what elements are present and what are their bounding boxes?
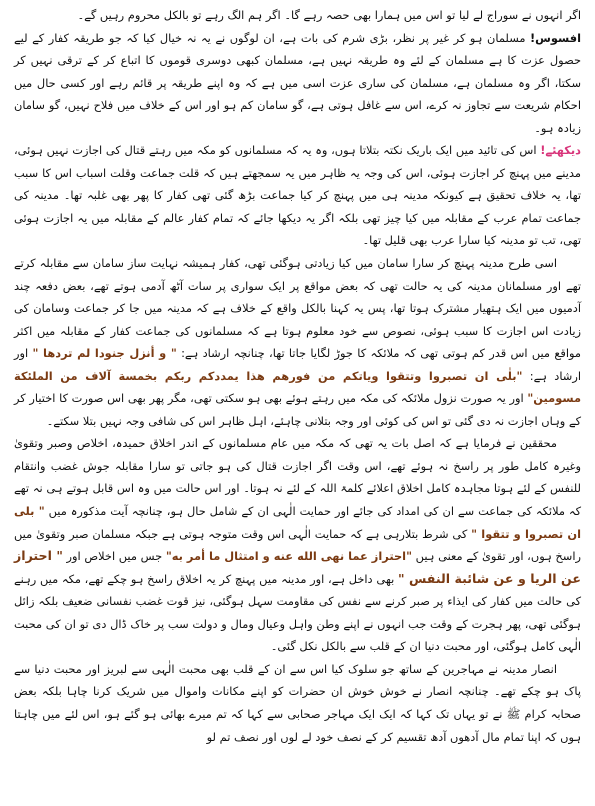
lead-word: افسوس! — [529, 30, 581, 45]
text-run: جس میں اخلاص اور — [62, 549, 166, 564]
quranic-quote: "احتراز عما نهی الله عنه و امتثال ما أمر به" — [165, 549, 413, 564]
paragraph-p6 — [14, 658, 581, 748]
text-run: محققین نے فرمایا ہے کہ اصل بات یہ تھی کہ مکہ میں عام مسلمانوں کے اندر اخلاق حمیدہ، اخلاص وصبر وتقویٰ وغیرہ کامل طور پر راسخ نہ ہوئے تھے، اس وقت اگر اجازت قتال کی ہو جاتی تو سارا مقابلہ جوش غضب وانتقام للنفس کے لئے ہوتا مجاہدہ کامل اخلاق اعلائے کلمۃ اللہ کے لئے نہ ہوتا۔ اور اس حالت میں وہ اس قابل ہوتے ہی نہ تھے کہ ملائکہ کی جماعت سے ان کی امداد کی جائے اور حمایت الٰہی ان کے شامل حال ہو، چنانچہ آیت مذکورہ میں — [14, 436, 581, 519]
quranic-quote: " بلی ان تصبروا و تتقوا " — [14, 504, 581, 541]
text-run: مسلمان ہو کر غیر پر نظر، بڑی شرم کی بات ہے، ان لوگوں نے یہ نہ خیال کیا کہ جو طریقہ کفار کے لیے حصول عزت کا ہے مسلمان کے لئے وہ طریقہ نہیں ہے، مسلمان کبھی دوسری قوموں کا اتباع کر کے ترقی نہیں کر سکتا، اگر وہ مسلمان ہے، مسلمان کی ساری عزت اسی میں ہے کہ وہ اپنے طریقہ پر قائم رہے اور کسی حال میں احکام شریعت سے تجاوز نہ کرے، اس سے غافل ہوتی ہے، گو سامان کم ہو اور اس کے خلاف میں فلاح نہیں، گو سامان زیادہ ہو۔ — [14, 30, 581, 135]
text-run: اس کی تائید میں ایک باریک نکتہ بتلاتا ہوں، وہ یہ کہ مسلمانوں کو مکہ میں رہتے قتال کی اجازت نہیں ہوئی، مدینے میں پہنچ کر اجازت ہوئی، اس کی وجہ یہ ظاہر میں یہ سمجھتے ہیں کہ قلت جماعت وقلت اسباب اس کا سبب تھا، یہ خلاف تحقیق ہے کیونکہ مدینہ ہی میں پہنچ کر کیا جماعت بڑھ گئی تھی کفار کا پھر بھی غلبہ تھا۔ مدینہ کی جماعت تمام عرب کے مقابلہ میں کیا چیز تھی بلکہ اگر یہ دیکھا جائے کہ تمام کفار عالم کے مقابلہ میں یہ اجازت ہوئی تھی، تب تو مدینہ کیا سارا عرب بھی قلیل تھا۔ — [14, 143, 581, 248]
text-run: اور یہ صورت نزول ملائکہ کی مکہ میں رہتے ہوئے بھی ہو سکتی تھی، مگر پھر بھی اس صورت کا اختیار کر کے وہاں اجازت نہ دی گئی تو اس کی کوئی اور وجہ بتلانی چاہئے، اہل ظاہر اس کی شافی وجہ نہیں بتلا سکتے۔ — [14, 391, 581, 428]
text-run: اور ارشاد ہے: — [14, 346, 582, 383]
text-run: کی شرط بتلارہی ہے کہ حمایت الٰہی اس وقت متوجہ ہوتی ہے جبکہ مسلمان صبر وتقویٰ میں راسخ ہوں، اور تقویٰ کے معنی ہیں — [14, 526, 581, 564]
paragraph-p3 — [14, 139, 581, 252]
text-run: اسی طرح مدینہ پہنچ کر سارا سامان میں کیا زیادتی ہوگئی تھی، کفار ہمیشہ نہایت ساز سامان سے مقابلہ کرتے تھے اور مسلمانان مدینہ کی یہ حالت تھی کہ بعض مواقع پر ایک سواری پر سات آٹھ آدمی ہوتے تھے، بعض دفعہ چند آدمیوں میں ایک ہتھیار مشترک ہوتا تھا، پس یہ کہنا بالکل واقع کے خلاف ہے کہ مدینہ میں جا کر جماعت وسامان کی زیادت اس اجازت کا سبب ہوئی، نصوص سے خود معلوم ہوتا ہے کہ مسلمانوں کی جماعت کفار کے مقابلہ میں اکثر مواقع میں اس قدر کم ہوتی تھی کہ ملائکہ کا جوڑ لگایا جاتا تھا، چنانچہ ارشاد ہے: — [14, 256, 581, 361]
paragraph-p5 — [14, 432, 581, 657]
paragraph-p2 — [14, 27, 581, 140]
quranic-quote: " احتراز عن الریا و عن شائبة النفس " — [14, 548, 581, 586]
quranic-quote: "بلٰی ان تصبروا وتتقوا ویاتکم من فورهم هذا یمددکم ربکم بخمسة آلاف من الملئکة مسومین" — [14, 368, 581, 406]
quranic-quote: " و أنزل جنودا لم تردها " — [32, 346, 177, 361]
paragraph-p4 — [14, 252, 581, 432]
text-run: بھی داخل ہے، اور مدینہ میں پہنچ کر یہ اخلاق راسخ ہو چکے تھے، مکہ میں رہنے کی حالت میں کفار کی ایذاء پر صبر کرنے سے نفس کی مقاومت سہل ہوگئی، نیز قوت غضب نفسانی ضعیف بلکہ زائل ہوگئی تھی، پھر ہجرت کے وقت جب انہوں نے اپنے وطن واہل وعیال ومال و دولت سب پر خاک ڈال دی تو ان کی محبت الٰہی کامل ہوگئی، اور محبت دنیا ان کے قلب سے بالکل نکل گئی۔ — [14, 571, 581, 654]
text-run: اگر انہوں نے سوراج لے لیا تو اس میں ہمارا بھی حصہ رہے گا۔ اگر ہم الگ رہے تو بالکل محروم رہیں گے۔ — [77, 8, 581, 22]
text-run: انصار مدینہ نے مہاجرین کے ساتھ جو سلوک کیا اس سے ان کے قلب بھی محبت الٰہی سے لبریز اور محبت دنیا سے پاک ہو چکے تھے۔ چنانچہ انصار نے خوش خوش ان حضرات کو اپنے مکانات واموال میں شریک کرنا چاہا بلکہ بعض صحابہ کرام ﷺ نے تو یہاں تک کہا کہ ایک ایک مہاجر صحابی سے کہا کہ تم میرے بھائی ہو گئے ہو، اس لئے میں چاہتا ہوں کہ اپنا تمام مال آدھوں آدھ تقسیم کر کے نصف خود لے لوں اور نصف تم لو — [14, 661, 581, 744]
paragraph-p1 — [14, 4, 581, 27]
lead-word: دیکھئے! — [540, 143, 581, 158]
